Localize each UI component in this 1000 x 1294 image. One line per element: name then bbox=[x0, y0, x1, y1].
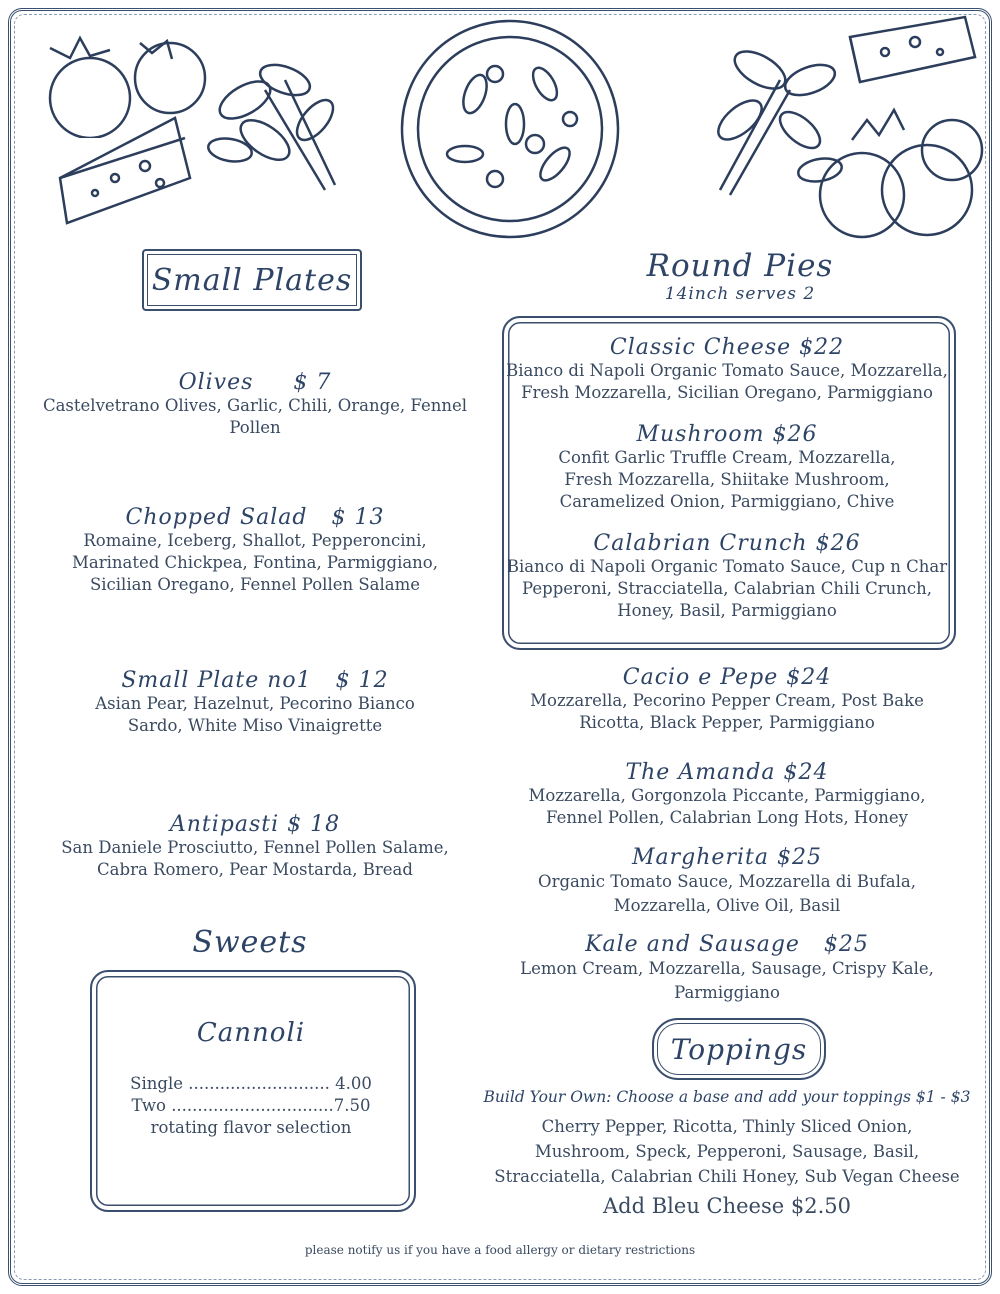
cannoli-title: Cannoli bbox=[196, 1018, 306, 1048]
toppings-list bbox=[480, 1114, 974, 1189]
item-desc-line: Pepperoni, Stracciatella, Calabrian Chili Crunch, bbox=[522, 579, 932, 598]
item-desc-line: Mozzarella, Olive Oil, Basil bbox=[613, 896, 841, 915]
item-desc-line: Asian Pear, Hazelnut, Pecorino Bianco bbox=[95, 694, 415, 713]
item-desc-line: Bianco di Napoli Organic Tomato Sauce, Mozzarella, bbox=[506, 361, 948, 380]
item-desc-line: Parmiggiano bbox=[674, 983, 780, 1002]
item-desc-line: Caramelized Onion, Parmiggiano, Chive bbox=[559, 492, 895, 511]
round-pies-heading: Round Pies bbox=[646, 248, 834, 284]
pie-classic-cheese bbox=[502, 335, 952, 404]
item-name: Margherita bbox=[632, 845, 769, 870]
item-desc-line: Sicilian Oregano, Fennel Pollen Salame bbox=[89, 575, 421, 594]
item-price: $25 bbox=[823, 932, 869, 957]
item-price: $22 bbox=[799, 335, 845, 360]
item-price: $24 bbox=[783, 760, 829, 785]
small-plates-heading: Small Plates bbox=[151, 262, 353, 298]
toppings-heading-box bbox=[652, 1018, 826, 1080]
item-desc-line: Mozzarella, Gorgonzola Piccante, Parmiggiano, bbox=[528, 786, 926, 805]
sweets-heading: Sweets bbox=[192, 925, 308, 960]
round-pies-subheading: 14inch serves 2 bbox=[664, 284, 816, 304]
pie-margherita bbox=[502, 845, 952, 918]
cheese-wedge-icon bbox=[845, 12, 985, 92]
small-plates-heading-box bbox=[142, 249, 362, 311]
item-desc-line: Fennel Pollen, Calabrian Long Hots, Honey bbox=[546, 808, 908, 827]
pie-mushroom bbox=[502, 422, 952, 513]
cannoli-two: Two ...............................7.50 bbox=[131, 1096, 371, 1115]
item-name: Antipasti bbox=[169, 812, 280, 837]
item-desc-line: Romaine, Iceberg, Shallot, Pepperoncini, bbox=[83, 531, 427, 550]
item-desc-line: Castelvetrano Olives, Garlic, Chili, Orange, Fennel bbox=[42, 396, 468, 415]
item-desc-line: Pollen bbox=[229, 418, 281, 437]
item-name: Chopped Salad bbox=[125, 505, 308, 530]
item-name: Small Plate no1 bbox=[121, 668, 312, 693]
tomato-icon bbox=[812, 90, 987, 245]
pie-calabrian-crunch bbox=[502, 531, 952, 622]
cheese-wedge-icon bbox=[55, 108, 195, 228]
item-price: $ 13 bbox=[331, 505, 385, 530]
item-desc-line: Sardo, White Miso Vinaigrette bbox=[127, 716, 383, 735]
item-price: $ 7 bbox=[293, 370, 332, 395]
pie-the-amanda bbox=[502, 760, 952, 829]
item-desc-line: Fresh Mozzarella, Sicilian Oregano, Parmiggiano bbox=[521, 383, 933, 402]
toppings-line: Stracciatella, Calabrian Chili Honey, Sub Vegan Cheese bbox=[494, 1167, 960, 1186]
item-name: The Amanda bbox=[625, 760, 776, 785]
basil-icon bbox=[205, 50, 385, 200]
menu-item-small-plate-no1 bbox=[40, 668, 470, 737]
item-name: Olives bbox=[178, 370, 254, 395]
item-name: Calabrian Crunch bbox=[593, 531, 808, 556]
item-name: Kale and Sausage bbox=[585, 932, 800, 957]
cannoli-note: rotating flavor selection bbox=[150, 1118, 352, 1137]
pie-cacio-e-pepe bbox=[502, 665, 952, 734]
item-price: $24 bbox=[786, 665, 832, 690]
toppings-heading: Toppings bbox=[670, 1032, 808, 1066]
toppings-line: Mushroom, Speck, Pepperoni, Sausage, Basil, bbox=[534, 1142, 920, 1161]
item-desc-line: Ricotta, Black Pepper, Parmiggiano bbox=[579, 713, 875, 732]
item-price: $26 bbox=[815, 531, 861, 556]
item-desc-line: Marinated Chickpea, Fontina, Parmiggiano, bbox=[71, 553, 438, 572]
item-desc-line: Cabra Romero, Pear Mostarda, Bread bbox=[97, 860, 413, 879]
item-desc-line: Mozzarella, Pecorino Pepper Cream, Post Bake bbox=[530, 691, 924, 710]
toppings-line: Cherry Pepper, Ricotta, Thinly Sliced Onion, bbox=[541, 1117, 913, 1136]
menu-item-chopped-salad bbox=[40, 505, 470, 596]
cannoli-single: Single ........................... 4.00 bbox=[130, 1074, 372, 1093]
pizza-icon bbox=[395, 14, 625, 244]
item-name: Cacio e Pepe bbox=[622, 665, 779, 690]
item-price: $25 bbox=[776, 845, 822, 870]
item-price: $ 12 bbox=[335, 668, 389, 693]
toppings-build: Build Your Own: Choose a base and add your toppings $1 - $3 bbox=[483, 1088, 971, 1106]
item-desc-line: Lemon Cream, Mozzarella, Sausage, Crispy Kale, bbox=[520, 959, 934, 978]
item-name: Classic Cheese bbox=[609, 335, 792, 360]
menu-item-antipasti bbox=[40, 812, 470, 881]
pie-kale-and-sausage bbox=[502, 932, 952, 1005]
item-desc-line: Honey, Basil, Parmiggiano bbox=[617, 601, 837, 620]
item-desc-line: Organic Tomato Sauce, Mozzarella di Bufala, bbox=[538, 872, 916, 891]
item-desc-line: Fresh Mozzarella, Shiitake Mushroom, bbox=[564, 470, 890, 489]
item-desc-line: San Daniele Prosciutto, Fennel Pollen Salame, bbox=[61, 838, 449, 857]
item-name: Mushroom bbox=[636, 422, 765, 447]
menu-item-olives bbox=[40, 370, 470, 439]
item-price: $ 18 bbox=[287, 812, 341, 837]
item-desc-line: Bianco di Napoli Organic Tomato Sauce, Cup n Char bbox=[506, 557, 948, 576]
item-desc-line: Confit Garlic Truffle Cream, Mozzarella, bbox=[558, 448, 896, 467]
item-price: $26 bbox=[772, 422, 818, 447]
toppings-addon: Add Bleu Cheese $2.50 bbox=[603, 1194, 851, 1218]
allergy-notice: please notify us if you have a food allergy or dietary restrictions bbox=[304, 1243, 696, 1257]
